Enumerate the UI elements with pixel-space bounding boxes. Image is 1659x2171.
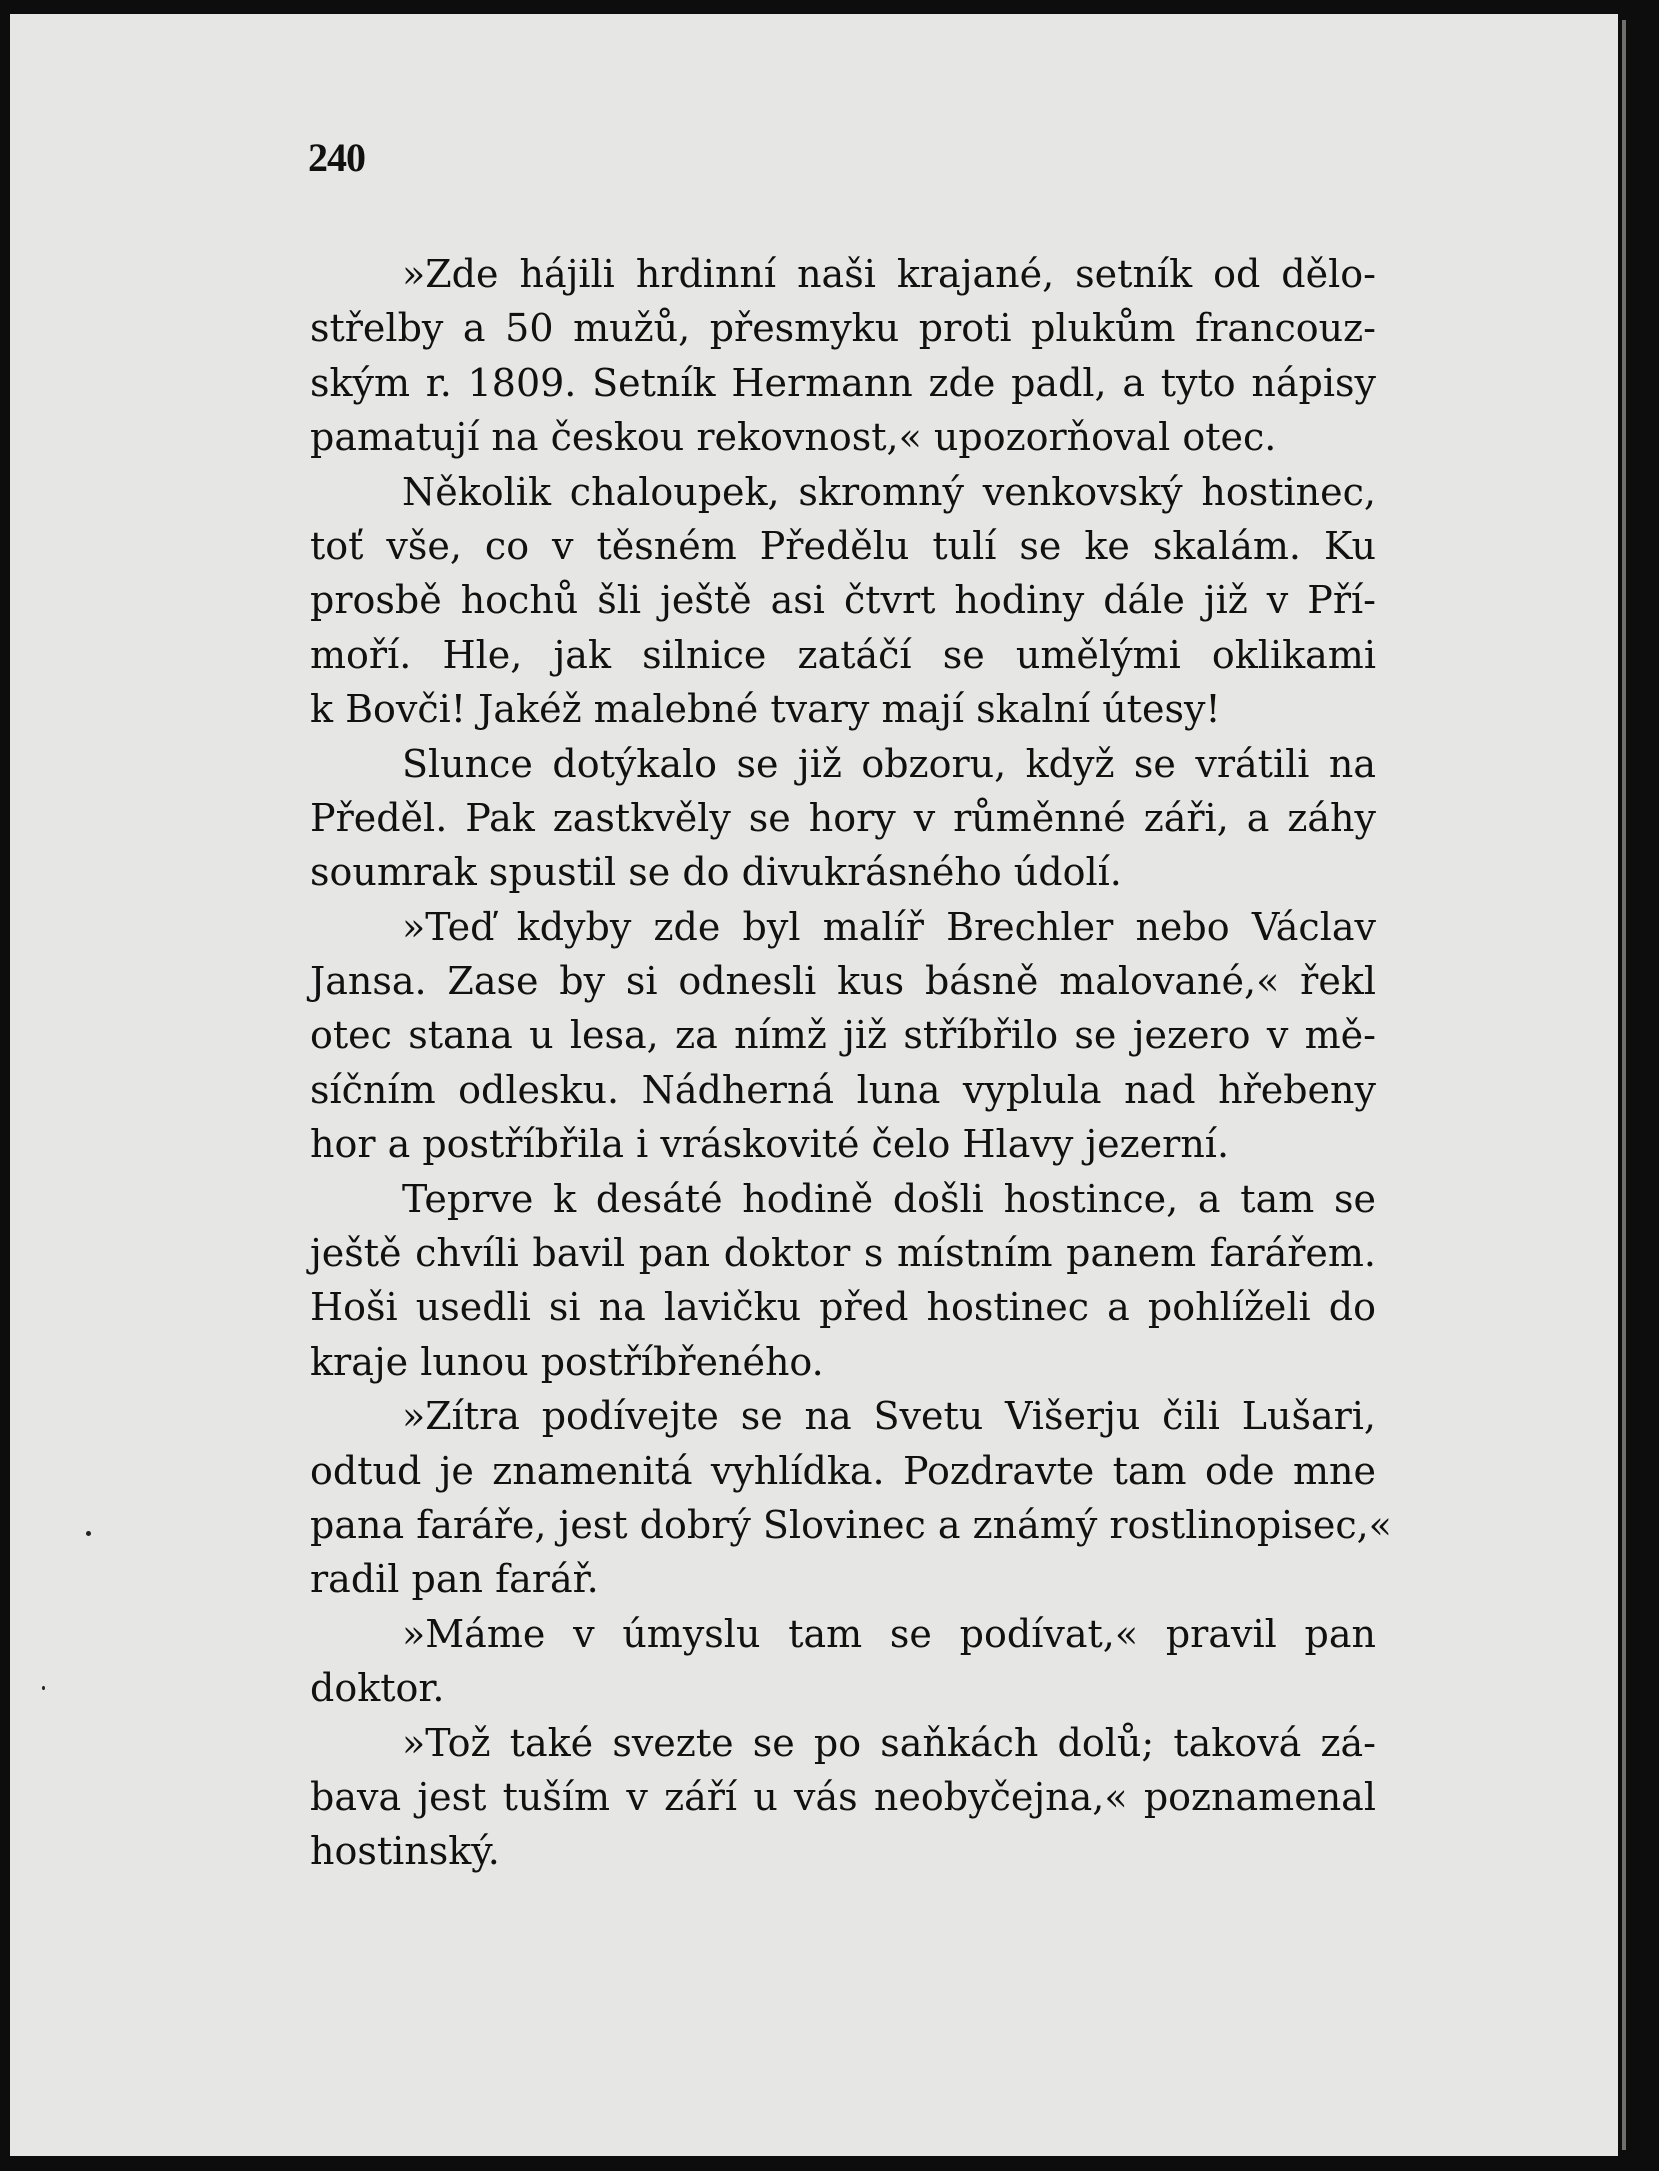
text-line: otec stana u lesa, za nímž již stříbřilo se jezero v mě- — [310, 1013, 1376, 1058]
text-line: kraje lunou postříbřeného. — [310, 1339, 824, 1384]
page-edge-line — [1622, 20, 1626, 2150]
text-line: »Zítra podívejte se na Svetu Višerju čili Lušari, — [402, 1394, 1376, 1439]
text-line: pana faráře, jest dobrý Slovinec a známý rostlinopisec,« — [310, 1502, 1392, 1547]
text-line: Slunce dotýkalo se již obzoru, když se vrátili na — [402, 741, 1376, 786]
scan-speck — [86, 1531, 91, 1536]
text-line: pamatují na českou rekovnost,« upozorňoval otec. — [310, 415, 1277, 460]
text-line: »Tož také svezte se po saňkách dolů; taková zá- — [402, 1720, 1376, 1765]
text-line: hostinský. — [310, 1829, 500, 1874]
text-line: Hoši usedli si na lavičku před hostinec a pohlíželi do — [310, 1285, 1376, 1330]
text-line: bava jest tuším v září u vás neobyčejna,« poznamenal — [310, 1774, 1376, 1819]
text-line: »Máme v úmyslu tam se podívat,« pravil pan — [402, 1611, 1376, 1656]
text-line: radil pan farář. — [310, 1557, 599, 1602]
text-line: odtud je znamenitá vyhlídka. Pozdravte tam ode mne — [310, 1448, 1376, 1493]
text-line: »Zde hájili hrdinní naši krajané, setník od dělo- — [402, 252, 1376, 296]
text-line: ským r. 1809. Setník Hermann zde padl, a tyto nápisy — [310, 360, 1376, 405]
text-line: Jansa. Zase by si odnesli kus básně malované,« řekl — [310, 959, 1376, 1004]
text-line: síčním odlesku. Nádherná luna vyplula nad hřebeny — [310, 1067, 1376, 1112]
text-line: moří. Hle, jak silnice zatáčí se umělými oklikami — [310, 632, 1376, 677]
text-line: Teprve k desáté hodině došli hostince, a tam se — [402, 1176, 1376, 1221]
text-line: toť vše, co v těsném Předělu tulí se ke skalám. Ku — [310, 523, 1376, 568]
text-line: Několik chaloupek, skromný venkovský hostinec, — [402, 469, 1376, 514]
text-line: hor a postříbřila i vráskovité čelo Hlavy jezerní. — [310, 1122, 1230, 1167]
page-number: 240 — [308, 135, 365, 180]
scan-speck — [42, 1686, 45, 1690]
body-text — [310, 247, 1392, 1879]
text-line: prosbě hochů šli ještě asi čtvrt hodiny dále již v Pří- — [310, 578, 1376, 623]
text-line: doktor. — [310, 1666, 445, 1711]
text-line: soumrak spustil se do divukrásného údolí. — [310, 850, 1122, 895]
text-line: ještě chvíli bavil pan doktor s místním panem farářem. — [310, 1231, 1376, 1276]
text-line: »Teď kdyby zde byl malíř Brechler nebo Václav — [402, 904, 1376, 949]
text-line: střelby a 50 mužů, přesmyku proti plukům francouz- — [310, 306, 1376, 351]
text-line: k Bovči! Jakéž malebné tvary mají skalní útesy! — [310, 687, 1221, 732]
text-line: Předěl. Pak zastkvěly se hory v růměnné záři, a záhy — [310, 795, 1376, 840]
